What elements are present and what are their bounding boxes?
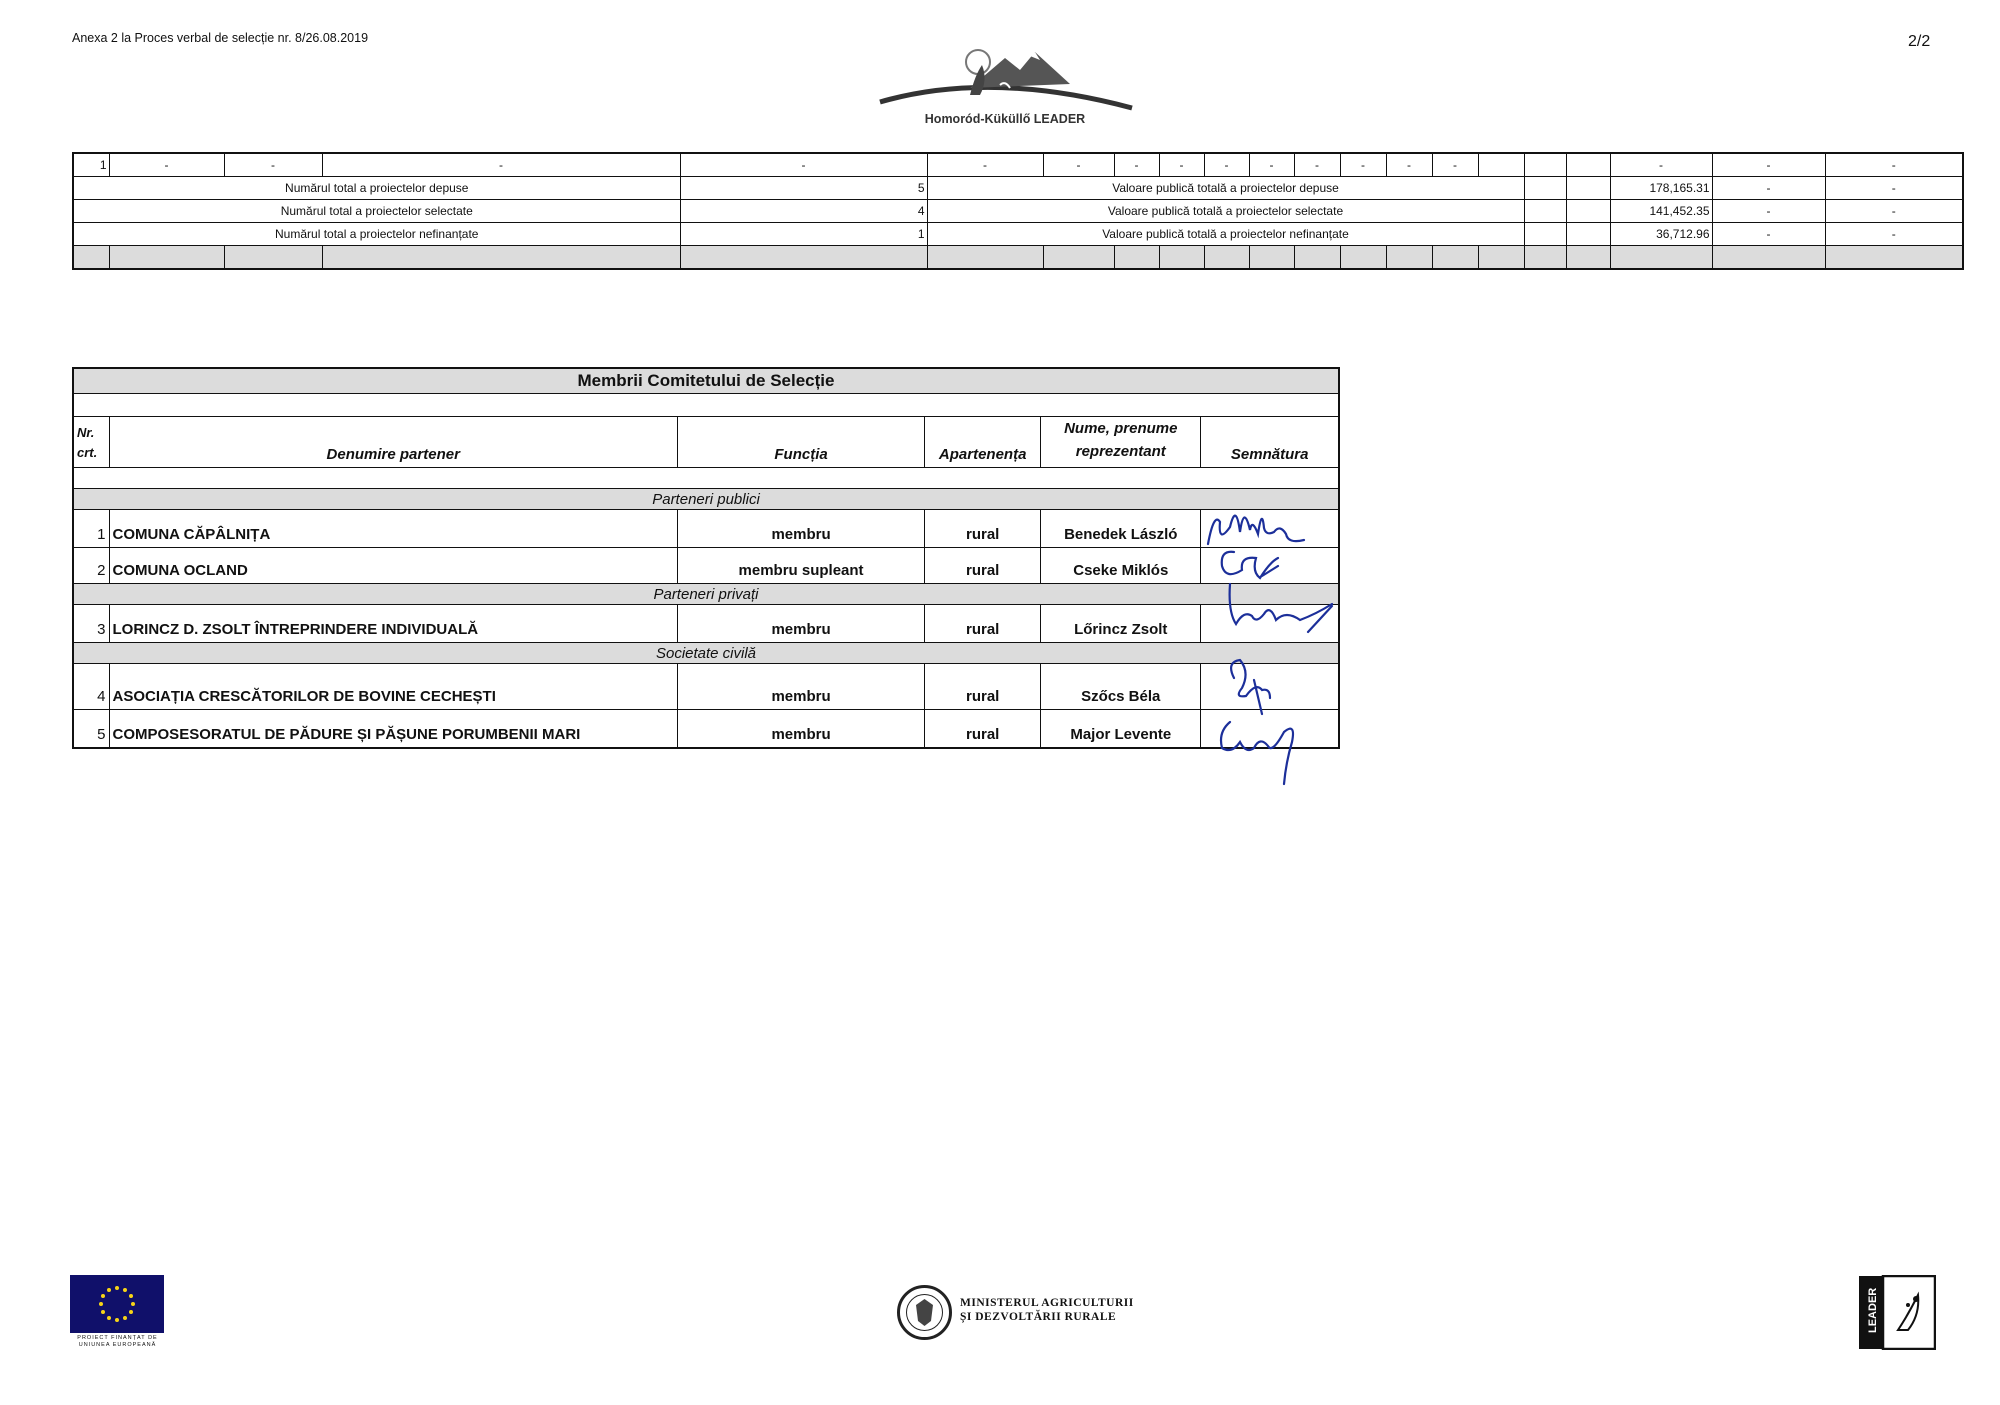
signature-4 xyxy=(1231,660,1270,714)
col-membership: Apartenența xyxy=(925,417,1041,468)
partner-function: membru xyxy=(677,710,924,748)
eu-stars-icon xyxy=(70,1275,164,1333)
total-count: 1 xyxy=(680,223,927,246)
eu-flag-logo xyxy=(70,1275,164,1333)
row-number: 4 xyxy=(73,664,109,710)
ministry-name: MINISTERUL AGRICULTURII ȘI DEZVOLTĂRII RURALE xyxy=(960,1297,1134,1323)
table-cell: - xyxy=(1712,153,1825,177)
section-private xyxy=(73,584,1339,605)
table-cell: - xyxy=(1712,177,1825,200)
total-value: 178,165.31 xyxy=(1610,177,1712,200)
table-row xyxy=(73,510,1339,548)
table-cell: - xyxy=(109,153,224,177)
section-label: Societate civilă xyxy=(73,643,1339,664)
page-number: 2/2 xyxy=(1908,33,1931,50)
table-cell xyxy=(1566,223,1610,246)
total-value: 141,452.35 xyxy=(1610,200,1712,223)
partner-function: membru xyxy=(677,664,924,710)
partner-name: COMUNA CĂPÂLNIȚA xyxy=(109,510,677,548)
table-cell: - xyxy=(1043,153,1114,177)
table-cell: - xyxy=(224,153,322,177)
table-cell xyxy=(1524,153,1566,177)
representative-name: Benedek László xyxy=(1041,510,1201,548)
signature-3 xyxy=(1230,584,1332,632)
table-cell xyxy=(1478,153,1524,177)
table-cell: - xyxy=(1825,223,1963,246)
section-civil xyxy=(73,643,1339,664)
value-label: Valoare publică totală a proiectelor nefinanțate xyxy=(927,223,1524,246)
signatures-overlay xyxy=(1200,492,1350,792)
col-representative: Nume, prenume reprezentant xyxy=(1041,417,1201,468)
table-cell: - xyxy=(1712,200,1825,223)
total-count: 5 xyxy=(680,177,927,200)
signature-2 xyxy=(1222,552,1278,578)
homorod-kukullo-leader-logo xyxy=(870,40,1140,135)
partner-membership: rural xyxy=(925,710,1041,748)
row-number: 5 xyxy=(73,710,109,748)
representative-name: Major Levente xyxy=(1041,710,1201,748)
partner-name: COMUNA OCLAND xyxy=(109,548,677,584)
total-label: Numărul total a proiectelor depuse xyxy=(73,177,680,200)
totals-row-selected xyxy=(73,200,1963,223)
leader-mark-icon xyxy=(1858,1275,1936,1350)
table-cell xyxy=(1566,200,1610,223)
table-cell: - xyxy=(1159,153,1204,177)
total-label: Numărul total a proiectelor selectate xyxy=(73,200,680,223)
leader-text: LEADER xyxy=(1867,1287,1879,1333)
table-cell: - xyxy=(1712,223,1825,246)
col-nr-crt: Nr. crt. xyxy=(73,417,109,468)
table-cell: - xyxy=(1825,177,1963,200)
partner-name: COMPOSESORATUL DE PĂDURE ȘI PĂȘUNE PORUMBENII MARI xyxy=(109,710,677,748)
total-label: Numărul total a proiectelor nefinanțate xyxy=(73,223,680,246)
total-value: 36,712.96 xyxy=(1610,223,1712,246)
signature-5 xyxy=(1221,722,1293,784)
selection-committee-table xyxy=(72,367,1340,749)
eu-caption: PROIECT FINANȚAT DE UNIUNEA EUROPEANĂ xyxy=(77,1335,158,1348)
table-cell xyxy=(1524,177,1566,200)
table-row xyxy=(73,153,1963,177)
shaded-empty-row xyxy=(73,246,1963,270)
column-header-row xyxy=(73,417,1339,468)
coat-of-arms-icon xyxy=(897,1285,952,1340)
table-row xyxy=(73,710,1339,748)
partner-function: membru xyxy=(677,510,924,548)
col-function: Funcția xyxy=(677,417,924,468)
col-partner: Denumire partener xyxy=(109,417,677,468)
partner-membership: rural xyxy=(925,605,1041,643)
table-row xyxy=(73,548,1339,584)
signature-1 xyxy=(1208,516,1304,544)
leader-logo xyxy=(1858,1275,1936,1350)
table-cell: 1 xyxy=(73,153,109,177)
table-cell: - xyxy=(927,153,1043,177)
partner-membership: rural xyxy=(925,548,1041,584)
table-cell xyxy=(1566,177,1610,200)
table-cell: - xyxy=(1825,200,1963,223)
table-row xyxy=(73,605,1339,643)
representative-name: Szőcs Béla xyxy=(1041,664,1201,710)
committee-title: Membrii Comitetului de Selecție xyxy=(73,368,1339,394)
representative-name: Cseke Miklós xyxy=(1041,548,1201,584)
table-cell: - xyxy=(1610,153,1712,177)
section-public xyxy=(73,489,1339,510)
committee-title-row xyxy=(73,368,1339,394)
table-cell: - xyxy=(1294,153,1340,177)
row-number: 1 xyxy=(73,510,109,548)
value-label: Valoare publică totală a proiectelor selectate xyxy=(927,200,1524,223)
partner-membership: rural xyxy=(925,510,1041,548)
table-cell: - xyxy=(1204,153,1249,177)
table-cell: - xyxy=(1825,153,1963,177)
table-cell xyxy=(1566,153,1610,177)
totals-row-unfunded xyxy=(73,223,1963,246)
row-number: 2 xyxy=(73,548,109,584)
logo-text: Homoród-Küküllő LEADER xyxy=(924,112,1086,126)
table-cell: - xyxy=(1249,153,1294,177)
table-cell: - xyxy=(680,153,927,177)
annex-reference: Anexa 2 la Proces verbal de selecție nr. 8/26.08.2019 xyxy=(72,31,369,45)
partner-name: LORINCZ D. ZSOLT ÎNTREPRINDERE INDIVIDUALĂ xyxy=(109,605,677,643)
partner-function: membru supleant xyxy=(677,548,924,584)
table-cell: - xyxy=(1386,153,1432,177)
partner-function: membru xyxy=(677,605,924,643)
table-cell xyxy=(1524,200,1566,223)
representative-name: Lőrincz Zsolt xyxy=(1041,605,1201,643)
partner-name: ASOCIAȚIA CRESCĂTORILOR DE BOVINE CECHEȘTI xyxy=(109,664,677,710)
value-label: Valoare publică totală a proiectelor depuse xyxy=(927,177,1524,200)
row-number: 3 xyxy=(73,605,109,643)
projects-summary-table xyxy=(72,152,1964,270)
table-cell: - xyxy=(1340,153,1386,177)
col-signature: Semnătura xyxy=(1201,417,1339,468)
section-label: Parteneri privați xyxy=(73,584,1339,605)
table-cell: - xyxy=(1432,153,1478,177)
totals-row-submitted xyxy=(73,177,1963,200)
mountain-logo-icon xyxy=(870,40,1140,115)
table-row xyxy=(73,664,1339,710)
total-count: 4 xyxy=(680,200,927,223)
table-cell: - xyxy=(322,153,680,177)
partner-membership: rural xyxy=(925,664,1041,710)
romanian-government-seal xyxy=(897,1285,952,1340)
table-cell: - xyxy=(1114,153,1159,177)
table-cell xyxy=(1524,223,1566,246)
section-label: Parteneri publici xyxy=(73,489,1339,510)
